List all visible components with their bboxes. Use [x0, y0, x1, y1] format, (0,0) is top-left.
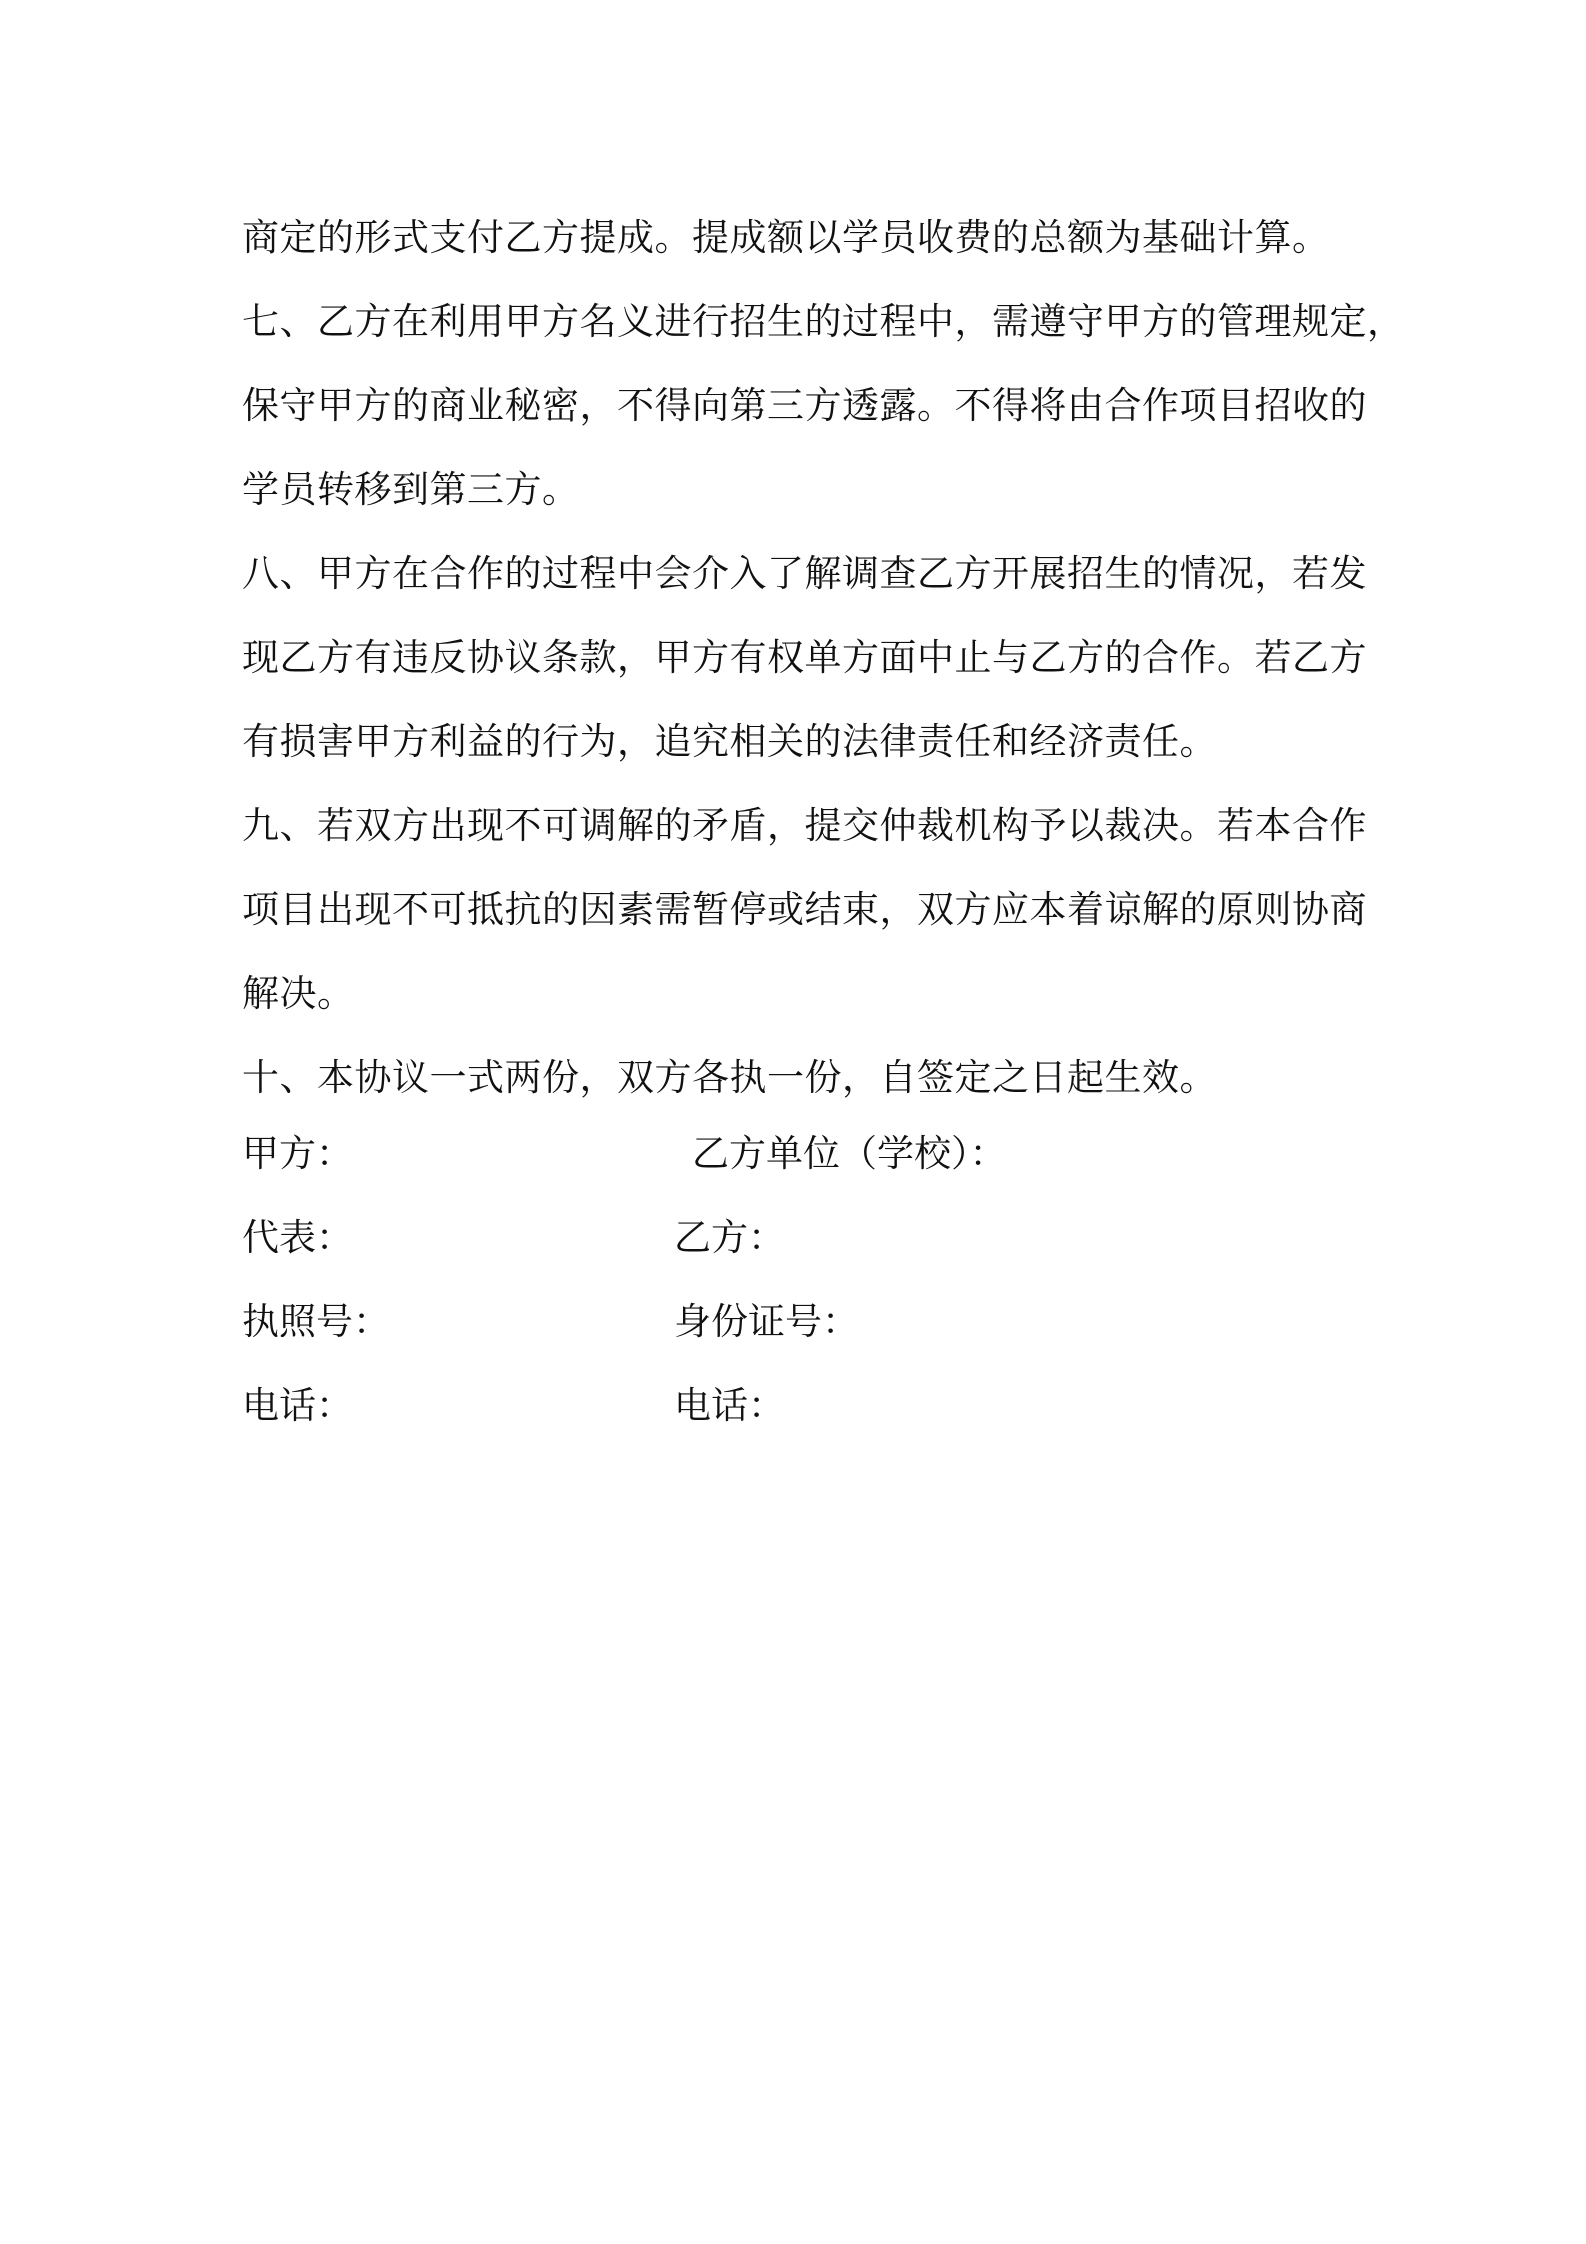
clause-7-line-1: 七、乙方在利用甲方名义进行招生的过程中，需遵守甲方的管理规定， [242, 300, 1405, 343]
text-line: 商定的形式支付乙方提成。提成额以学员收费的总额为基础计算。 [242, 216, 1330, 259]
signature-row-representatives [242, 1196, 1354, 1280]
clause-8-line-1: 八、甲方在合作的过程中会介入了解调查乙方开展招生的情况，若发 [242, 552, 1367, 595]
clause-9-line-1: 九、若双方出现不可调解的矛盾，提交仲裁机构予以裁决。若本合作 [242, 804, 1367, 847]
party-b-label: 乙方： [674, 1216, 785, 1259]
clause-7-line-3: 学员转移到第三方。 [242, 468, 580, 511]
signature-block [242, 1112, 1354, 1448]
signature-row-parties [242, 1112, 1354, 1196]
party-a-label: 甲方： [242, 1132, 353, 1175]
clause-10-line-1: 十、本协议一式两份，双方各执一份，自签定之日起生效。 [242, 1056, 1217, 1099]
party-b-unit-label: 乙方单位（学校）： [692, 1132, 1007, 1175]
id-number-label: 身份证号： [674, 1300, 859, 1343]
phone-a-label: 电话： [242, 1384, 353, 1427]
phone-b-label: 电话： [674, 1384, 785, 1427]
signature-row-ids [242, 1280, 1354, 1364]
signature-row-phones [242, 1364, 1354, 1448]
clause-7-line-2: 保守甲方的商业秘密，不得向第三方透露。不得将由合作项目招收的 [242, 384, 1367, 427]
clause-9-line-3: 解决。 [242, 972, 355, 1015]
clause-8-line-3: 有损害甲方利益的行为，追究相关的法律责任和经济责任。 [242, 720, 1217, 763]
license-number-label: 执照号： [242, 1300, 390, 1343]
agreement-body [242, 196, 1405, 1120]
representative-label: 代表： [242, 1216, 353, 1259]
clause-9-line-2: 项目出现不可抵抗的因素需暂停或结束，双方应本着谅解的原则协商 [242, 888, 1367, 931]
clause-8-line-2: 现乙方有违反协议条款，甲方有权单方面中止与乙方的合作。若乙方 [242, 636, 1367, 679]
